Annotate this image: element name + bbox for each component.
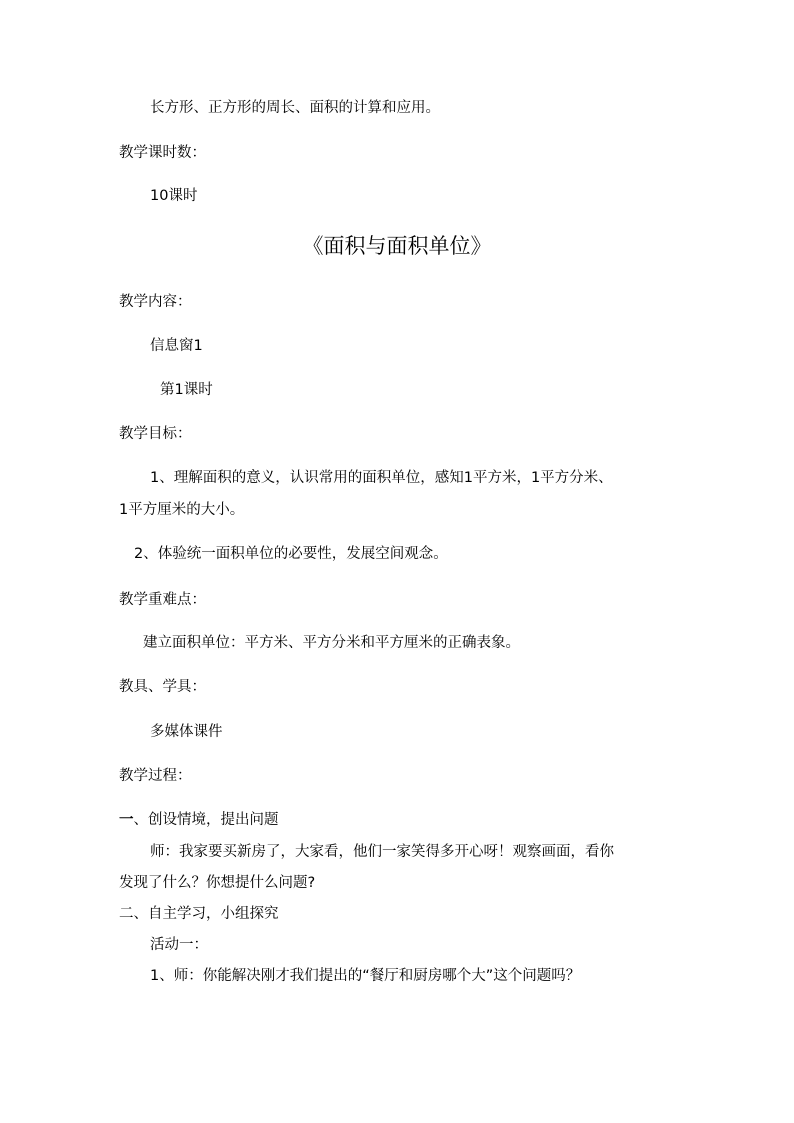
section-1-text: 、创设情境，提出问题 [133,812,279,828]
goals-label: 教学目标： [119,426,192,442]
key-points-value: 建立面积单位：平方米、平方分米和平方厘米的正确表象。 [143,635,520,651]
tools-value: 多媒体课件 [150,724,223,740]
content-label: 教学内容： [119,294,192,310]
goal-2: 2、体验统一面积单位的必要性，发展空间观念。 [134,546,448,562]
content-value: 信息窗1 [150,338,203,354]
tools-label: 教具、学具： [119,679,206,695]
hours-label: 教学课时数： [119,145,206,161]
process-label: 教学过程： [119,768,192,784]
section-1-marker: 一 [119,812,134,828]
hours-value: 10课时 [150,188,198,204]
activity-1-question: 1、师：你能解决刚才我们提出的“餐厅和厨房哪个大”这个问题吗？ [150,968,581,984]
teacher-line-2: 发现了什么？你想提什么问题? [119,875,316,891]
period: 第1课时 [160,382,213,398]
section-2-heading: 二、自主学习，小组探究 [119,906,279,922]
section-1-heading [119,810,279,830]
goal-1-line-1: 1、理解面积的意义，认识常用的面积单位，感知1平方米，1平方分米、 [150,470,613,486]
intro-text: 长方形、正方形的周长、面积的计算和应用。 [150,100,440,116]
activity-1-label: 活动一： [150,937,208,953]
teacher-line-1: 师：我家要买新房了，大家看，他们一家笑得多开心呀！观察画面，看你 [150,844,614,860]
lesson-title: 《面积与面积单位》 [302,234,492,258]
key-points-label: 教学重难点： [119,592,206,608]
goal-1-line-2: 1平方厘米的大小。 [119,502,245,518]
